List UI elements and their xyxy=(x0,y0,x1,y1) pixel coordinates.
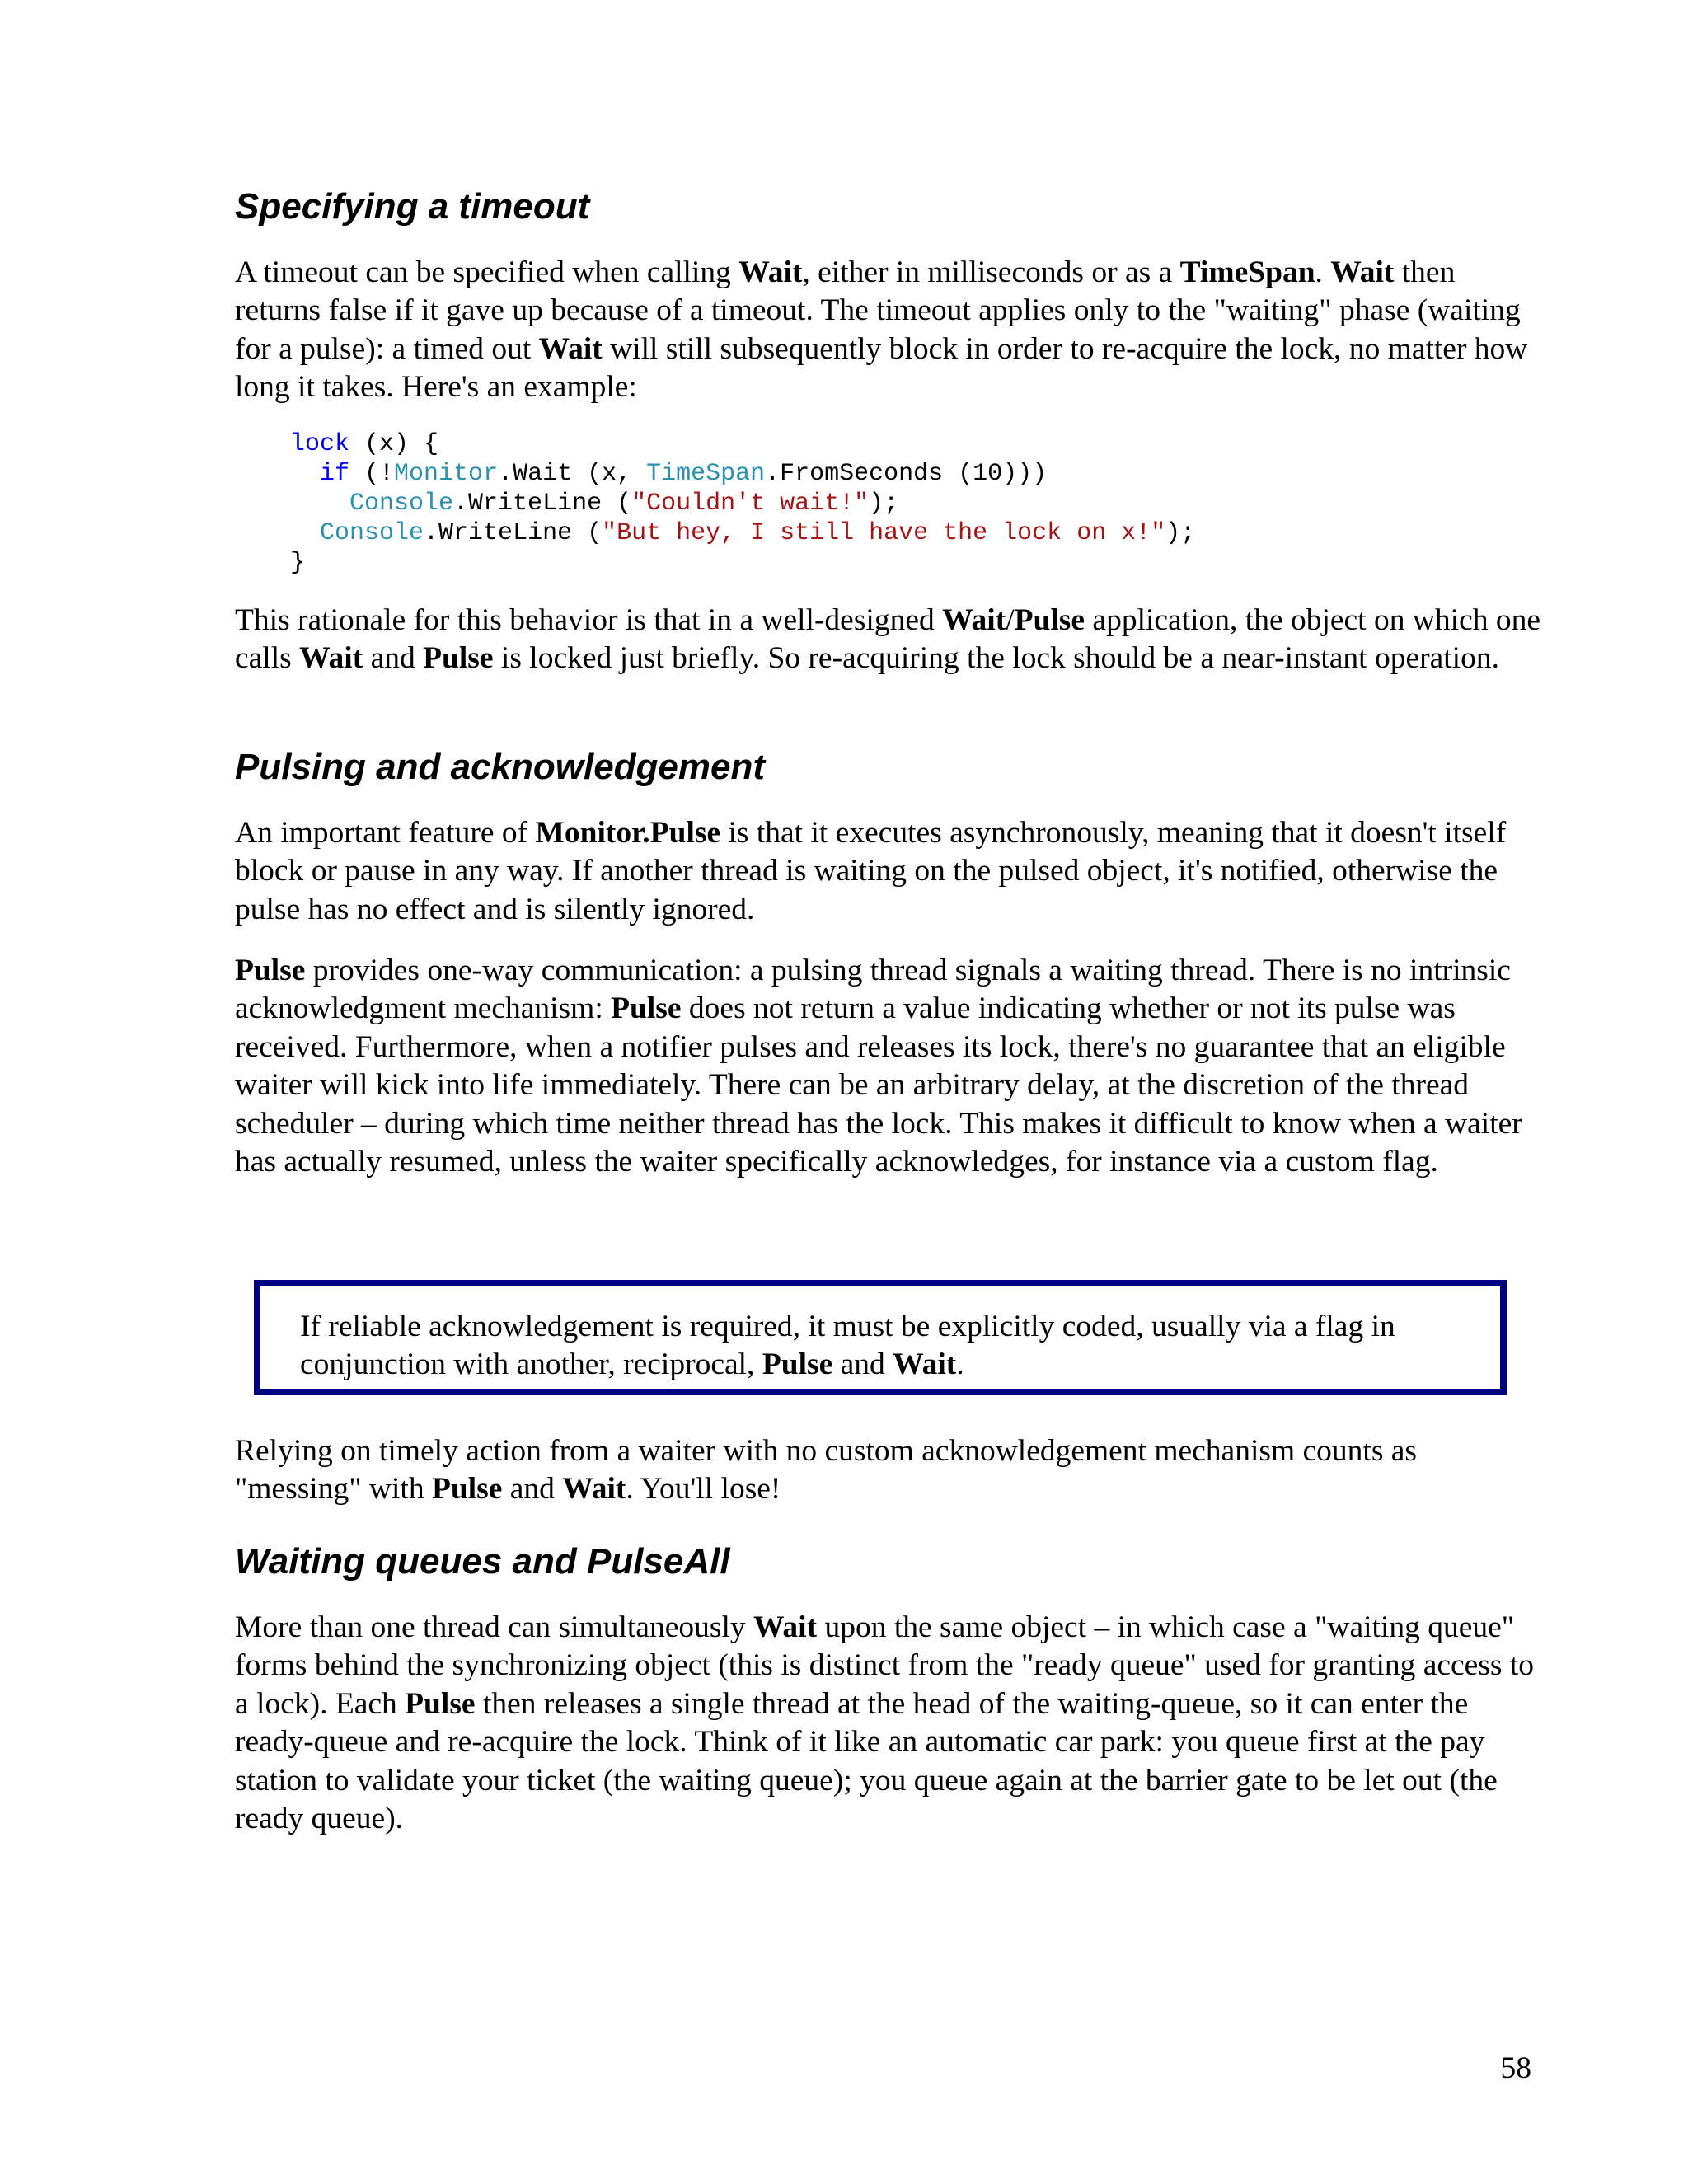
heading-waiting-queues: Waiting queues and PulseAll xyxy=(235,1541,730,1582)
waiting-queues-paragraph: More than one thread can simultaneously Wait upon the same object – in which case a "waiting queue" forms behind the synchronizing object (this is distinct from the "ready queue" used for granting access to a lock). Each Pulse then releases a single thread at the head of the waiting-queue, so it can enter the ready-queue and re-acquire the lock. Think of it like an automatic car park: you queue first at the pay station to validate your ticket (the waiting queue); you queue again at the barrier gate to be let out (the ready queue). xyxy=(235,1610,1535,1836)
page-number: 58 xyxy=(1500,2051,1531,2085)
timeout-intro-paragraph: A timeout can be specified when calling Wait, either in milliseconds or as a TimeSpan. Wait then returns false if it gave up because of a timeout. The timeout applies only to the "waiting" phase (waiting for a pulse): a timed out Wait will still subsequently block in order to re-acquire the lock, no matter how long it takes. Here's an example: xyxy=(235,255,1528,405)
heading-specifying-timeout: Specifying a timeout xyxy=(235,186,590,227)
code-example: lock (x) { if (!Monitor.Wait (x, TimeSpan.FromSeconds (10))) Console.WriteLine ("Couldn't wait!"); Console.WriteLine ("But hey, I still have the lock on x!"); } xyxy=(290,430,1196,577)
pulse-one-way-paragraph: Pulse provides one-way communication: a pulsing thread signals a waiting thread. There is no intrinsic acknowledgment mechanism: Pulse does not return a value indicating whether or not its pulse was received. Furthermore, when a notifier pulses and releases its lock, there's no guarantee that an eligible waiter will kick into life immediately. There can be an arbitrary delay, at the discretion of the thread scheduler – during which time neither thread has the lock. This makes it difficult to know when a waiter has actually resumed, unless the waiter specifically acknowledges, for instance via a custom flag. xyxy=(235,954,1522,1179)
pulse-async-paragraph: An important feature of Monitor.Pulse is that it executes asynchronously, meaning that it doesn't itself block or pause in any way. If another thread is waiting on the pulsed object, it's notified, otherwise the pulse has no effect and is silently ignored. xyxy=(235,816,1507,926)
callout-note-text: If reliable acknowledgement is required, it must be explicitly coded, usually via a flag in conjunction with another, reciprocal, Pulse and Wait. xyxy=(300,1310,1395,1382)
timely-action-paragraph: Relying on timely action from a waiter with no custom acknowledgement mechanism counts as "messing" with Pulse and Wait. You'll lose! xyxy=(235,1434,1418,1507)
heading-pulsing-acknowledgement: Pulsing and acknowledgement xyxy=(235,747,766,787)
rationale-paragraph: This rationale for this behavior is that in a well-designed Wait/Pulse application, the object on which one calls Wait and Pulse is locked just briefly. So re-acquiring the lock should be a near-instant operation. xyxy=(235,603,1541,676)
callout-note-box xyxy=(254,1280,1507,1395)
